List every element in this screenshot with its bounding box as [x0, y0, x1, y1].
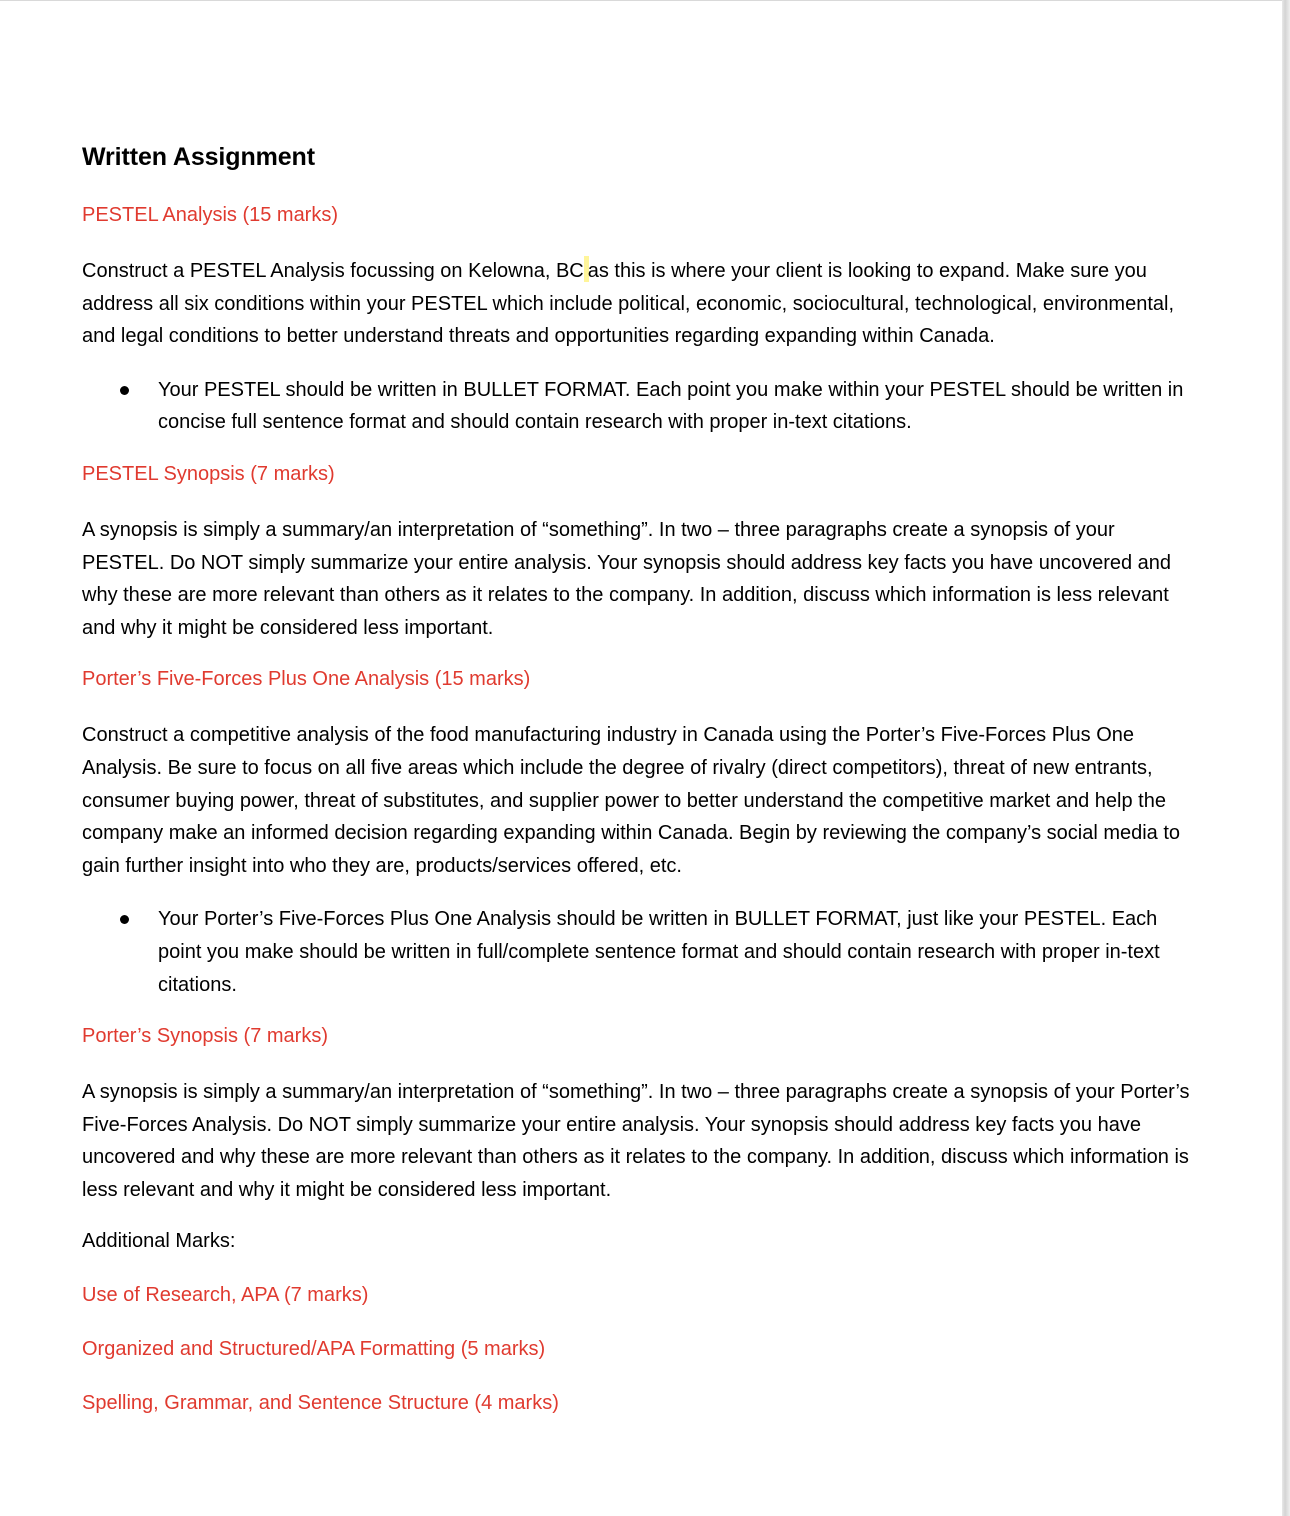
additional-item-research: Use of Research, APA (7 marks): [82, 1284, 369, 1307]
additional-marks-label: Additional Marks:: [82, 1230, 236, 1253]
bullet-icon: [120, 915, 129, 924]
paragraph-pestel-analysis-part2: as this is where your client is looking to expand. Make sure you address all six conditions within your PESTEL which include political, economic, sociocultural, technological, environmental, and legal conditions to better understand threats and opportunities regarding expanding within Canada.: [82, 260, 1175, 348]
paragraph-porters-analysis: Construct a competitive analysis of the food manufacturing industry in Canada using the Porter’s Five-Forces Plus One Analysis. Be sure to focus on all five areas which include the degree of rivalry (direct competitors), threat of new entrants, consumer buying power, threat of substitutes, and supplier power to better understand the competitive market and help the company make an informed decision regarding expanding within Canada. Begin by reviewing the company’s social media to gain further insight into who they are, products/services offered, etc.: [82, 724, 1181, 877]
section-heading-porters-analysis: Porter’s Five-Forces Plus One Analysis (15 marks): [82, 668, 531, 691]
section-heading-pestel-analysis: PESTEL Analysis (15 marks): [82, 204, 339, 226]
document-title: Written Assignment: [82, 143, 315, 171]
document-body: [82, 138, 1200, 1443]
page-right-edge: [1282, 0, 1290, 1516]
bullet-text-porters: Your Porter’s Five-Forces Plus One Analysis should be written in BULLET FORMAT, just like your PESTEL. Each point you make should be written in full/complete sentence format and should contain research with proper in-text citations.: [158, 908, 1160, 996]
paragraph-pestel-analysis[interactable]: [82, 255, 1200, 353]
list-item: [82, 903, 1200, 1001]
list-item: [82, 374, 1200, 439]
bullet-icon: [120, 386, 129, 395]
bullet-list-porters: [82, 903, 1200, 1001]
paragraph-porters-synopsis: A synopsis is simply a summary/an interpretation of “something”. In two – three paragraphs create a synopsis of your Porter’s Five-Forces Analysis. Do NOT simply summarize your entire analysis. Your synopsis should address key facts you have uncovered and why these are more relevant than others as it relates to the company. In addition, discuss which information is less relevant and why it might be considered less important.: [82, 1081, 1190, 1201]
additional-item-formatting: Organized and Structured/APA Formatting (5 marks): [82, 1338, 546, 1361]
section-heading-pestel-synopsis: PESTEL Synopsis (7 marks): [82, 462, 335, 485]
additional-item-spelling: Spelling, Grammar, and Sentence Structure (4 marks): [82, 1392, 559, 1415]
paragraph-pestel-synopsis: A synopsis is simply a summary/an interpretation of “something”. In two – three paragraphs create a synopsis of your PESTEL. Do NOT simply summarize your entire analysis. Your synopsis should address key facts you have uncovered and why these are more relevant than others as it relates to the company. In addition, discuss which information is less relevant and why it might be considered less important.: [82, 518, 1172, 639]
bullet-list-pestel: [82, 374, 1200, 439]
bullet-text-pestel: Your PESTEL should be written in BULLET FORMAT. Each point you make within your PESTEL should be written in concise full sentence format and should contain research with proper in-text citations.: [158, 378, 1184, 434]
section-heading-porters-synopsis: Porter’s Synopsis (7 marks): [82, 1025, 328, 1048]
paragraph-pestel-analysis-part1: Construct a PESTEL Analysis focussing on Kelowna, BC: [82, 260, 584, 282]
page-top-edge: [0, 0, 1290, 1]
